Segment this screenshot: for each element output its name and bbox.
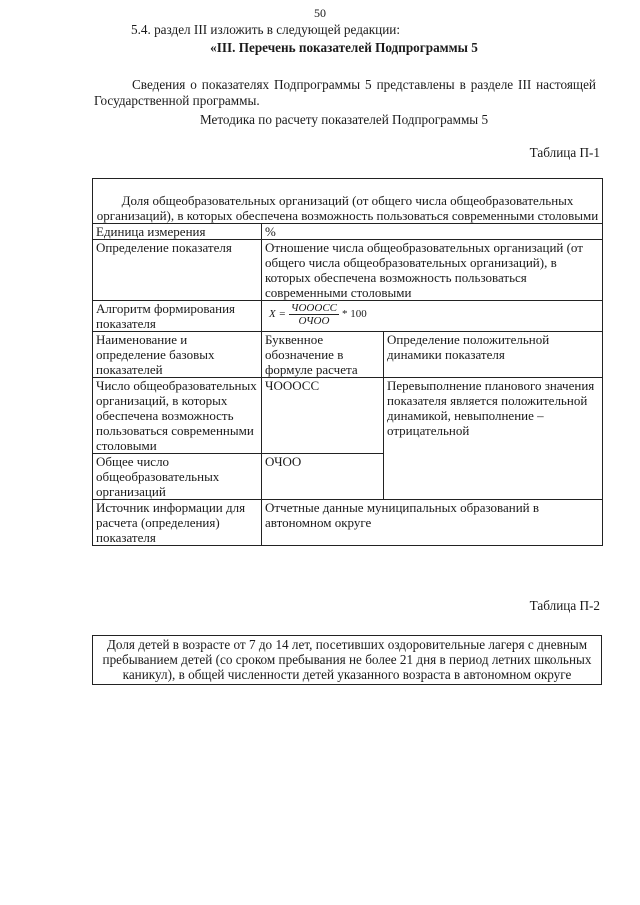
table1-title-row [93, 179, 603, 224]
formula-fraction [289, 302, 339, 327]
algorithm-label: Алгоритм формирования показателя [93, 301, 262, 332]
table1-title: Доля общеобразовательных организаций (от общего числа общеобразовательных организаций), в которых обеспечена возможность пользоваться современными столовыми [93, 179, 603, 224]
definition-value: Отношение числа общеобразовательных организаций (от общего числа общеобразовательных организаций), в которых обеспечена возможность пользоваться современными столовыми [262, 240, 603, 301]
row-name: Общее число общеобразовательных организаций [93, 454, 262, 500]
table2-caption: Таблица П-2 [529, 598, 600, 613]
source-row [93, 500, 603, 546]
unit-value: % [262, 224, 603, 240]
base-indicators-header-row [93, 332, 603, 378]
table1-caption: Таблица П-1 [529, 145, 600, 160]
row-code: ОЧОО [262, 454, 384, 500]
methodology-title: Методика по расчету показателей Подпрограммы 5 [199, 112, 489, 127]
formula-cell [262, 301, 603, 332]
header-code: Буквенное обозначение в формуле расчета [262, 332, 384, 378]
definition-row [93, 240, 603, 301]
definition-label: Определение показателя [93, 240, 262, 301]
source-label: Источник информации для расчета (определения) показателя [93, 500, 262, 546]
formula-denominator: ОЧОО [298, 315, 330, 327]
page-number: 50 [314, 6, 326, 20]
table-row [93, 378, 603, 454]
header-name: Наименование и определение базовых показателей [93, 332, 262, 378]
section-heading: «III. Перечень показателей Подпрограммы 5 [210, 40, 478, 55]
formula-numerator: ЧОООСС [290, 302, 337, 314]
source-value: Отчетные данные муниципальных образований в автономном округе [262, 500, 603, 546]
algorithm-row [93, 301, 603, 332]
formula [265, 301, 367, 327]
unit-row [93, 224, 603, 240]
row-name: Число общеобразовательных организаций, в которых обеспечена возможность пользоваться современными столовыми [93, 378, 262, 454]
formula-multiplier: * 100 [342, 308, 367, 320]
table2-title: Доля детей в возрасте от 7 до 14 лет, посетивших оздоровительные лагеря с дневным пребыванием детей (со сроком пребывания не более 21 дня в период летних школьных каникул), в общей численности детей указанного возраста в автономном округе [92, 635, 602, 685]
unit-label: Единица измерения [93, 224, 262, 240]
intro-paragraph: Сведения о показателях Подпрограммы 5 представлены в разделе III настоящей Государственной программы. [94, 77, 596, 108]
amendment-instruction: 5.4. раздел III изложить в следующей редакции: [131, 22, 400, 37]
dynamics-definition: Перевыполнение планового значения показателя является положительной динамикой, невыполнение – отрицательной [384, 378, 603, 500]
row-code: ЧОООСС [262, 378, 384, 454]
indicator-table-p1 [92, 178, 603, 546]
formula-lhs: X = [269, 308, 286, 320]
header-dynamics: Определение положительной динамики показателя [384, 332, 603, 378]
